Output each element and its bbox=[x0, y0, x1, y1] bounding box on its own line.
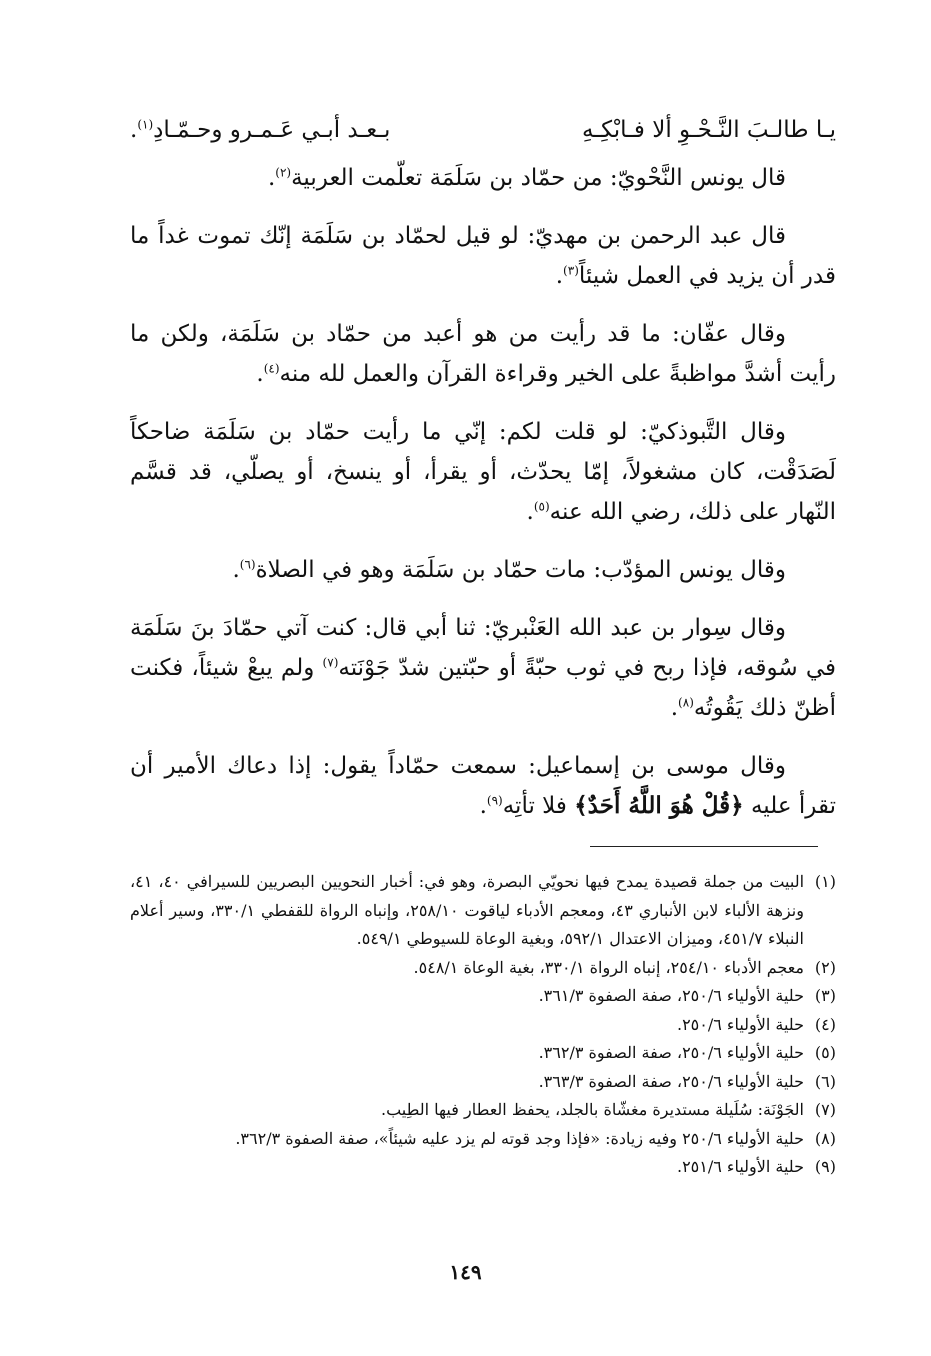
footnote-item bbox=[130, 1125, 836, 1154]
footnote-divider bbox=[590, 846, 818, 847]
verse-hemistich-right: يـا طالـبَ النَّـحْـوِ ألا فـابْكِـهِ bbox=[582, 117, 836, 143]
footnote-item bbox=[130, 1096, 836, 1125]
footnote-number: (١) bbox=[814, 872, 836, 891]
footnote-text: حلية الأولياء ٢٥١/٦. bbox=[676, 1157, 804, 1176]
footnote-ref: (٤) bbox=[263, 361, 280, 376]
footnote-ref: (٥) bbox=[533, 499, 550, 514]
footnote-ref: (٣) bbox=[563, 263, 579, 278]
paragraph-yunus-muaddib: وقال يونس المؤدّب: مات حمّاد بن سَلَمَة وهو في الصلاة$^{(٦)}$. bbox=[232, 557, 786, 583]
footnote-ref: (١) bbox=[137, 117, 154, 132]
footnote-number: (٥) bbox=[814, 1043, 836, 1062]
paragraph-siwar: وقال سِوار بن عبد الله العَنْبريّ: ثنا أبي قال: كنت آتي حمّادَ بنَ سَلَمَة في سُوقه، فإذا ربح في ثوب حبّةً أو حبّتين شدّ جَوْنَته$^{(٧)}$ ولم يبعْ شيئاً، فكنت أظنّ ذلك يَقُوتُه$^{(٨)}$. bbox=[130, 615, 836, 721]
paragraph-yunus-nahwi: قال يونس النَّحْويّ: من حمّاد بن سَلَمَة تعلّمت العربية$^{(٢)}$. bbox=[267, 165, 786, 191]
footnote-item bbox=[130, 982, 836, 1011]
footnote-text: البيت من جملة قصيدة يمدح فيها نحويّي البصرة، وهو في: أخبار النحويين البصريين للسيرافي ٤٠، ٤١، ونزهة الألباء لابن الأنباري ٤٣، ومعجم الأدباء لياقوت ٢٥٨/١٠، وإنباه الرواة للقفطي ٣٣٠/١، وسير أعلام النبلاء ٤٥١/٧، وميزان الاعتدال ٥٩٢/١، وبغية الوعاة للسيوطي ٥٤٩/١. bbox=[130, 872, 805, 948]
footnote-text: حلية الأولياء ٢٥٠/٦، صفة الصفوة ٣٦٢/٣. bbox=[538, 1043, 804, 1062]
footnote-item bbox=[130, 1039, 836, 1068]
page-number: ١٤٩ bbox=[449, 1260, 482, 1284]
footnote-number: (٩) bbox=[814, 1157, 836, 1176]
footnote-number: (٨) bbox=[814, 1128, 836, 1148]
quran-quote: ﴿قُلْ هُوَ اللَّهُ أَحَدٌ﴾ bbox=[574, 792, 744, 819]
footnote-ref: (٧) bbox=[322, 655, 339, 670]
footnote-item bbox=[130, 1153, 836, 1182]
paragraph-tabudhaki: وقال التَّبوذكيّ: لو قلت لكم: إنّي ما رأيت حمّاد بن سَلَمَة ضاحكاً لَصَدَقْت، كان مشغولاً، إمّا يحدّث، أو يقرأ، أو ينسخ، أو يصلّي، قد قسَّم النّهار على ذلك، رضي الله عنه$^{(٥)}$. bbox=[130, 419, 836, 525]
footnote-text: الجَوْنَة: سُلَيلة مستديرة مغشّاة بالجلد، يحفظ العطار فيها الطِيب. bbox=[381, 1100, 804, 1119]
footnote-number: (٤) bbox=[814, 1014, 836, 1034]
footnote-item bbox=[130, 1068, 836, 1097]
footnote-ref: (٩) bbox=[486, 793, 503, 808]
footnote-number: (٢) bbox=[814, 957, 836, 977]
footnote-item bbox=[130, 954, 836, 983]
verse-hemistich-left: بـعـد أبـي عَـمـرو وحـمّـادِ$^{(١)}$. bbox=[130, 117, 391, 143]
footnote-ref: (٢) bbox=[275, 165, 292, 180]
paragraph-affan: وقال عفّان: ما قد رأيت من هو أعبد من حمّاد بن سَلَمَة، ولكن ما رأيت أشدَّ مواظبةً على الخير وقراءة القرآن والعمل لله منه$^{(٤)}$. bbox=[130, 321, 836, 387]
footnote-number: (٣) bbox=[814, 986, 836, 1005]
footnote-ref: (٨) bbox=[678, 695, 694, 710]
footnote-item bbox=[130, 868, 836, 954]
footnote-text: حلية الأولياء ٢٥٠/٦، صفة الصفوة ٣٦١/٣. bbox=[538, 986, 804, 1005]
footnote-text: حلية الأولياء ٢٥٠/٦. bbox=[676, 1014, 804, 1034]
footnote-number: (٧) bbox=[814, 1100, 836, 1119]
footnote-text: حلية الأولياء ٢٥٠/٦ وفيه زيادة: «فإذا وجد قوته لم يزد عليه شيئاً»، صفة الصفوة ٣٦٢/٣. bbox=[235, 1128, 804, 1148]
main-text bbox=[130, 110, 836, 844]
footnote-text: حلية الأولياء ٢٥٠/٦، صفة الصفوة ٣٦٣/٣. bbox=[538, 1071, 804, 1091]
footnote-item bbox=[130, 1011, 836, 1040]
footnote-number: (٦) bbox=[814, 1071, 836, 1091]
paragraph-abd-al-rahman: قال عبد الرحمن بن مهديّ: لو قيل لحمّاد بن سَلَمَة إنّك تموت غداً ما قدر أن يزيد في العمل شيئاً$^{(٣)}$. bbox=[130, 223, 836, 289]
footnotes bbox=[130, 868, 836, 1182]
paragraph-musa: وقال موسى بن إسماعيل: سمعت حمّاداً يقول: إذا دعاك الأمير أن تقرأ عليه ﴿قُلْ هُوَ اللَّهُ أَحَدٌ﴾ فلا تأتِه$^{(٩)}$. bbox=[130, 753, 836, 819]
poetry-verse bbox=[130, 110, 836, 150]
footnote-text: معجم الأدباء ٢٥٤/١٠، إنباه الرواة ٣٣٠/١، بغية الوعاة ٥٤٨/١. bbox=[413, 957, 804, 977]
footnote-ref: (٦) bbox=[239, 557, 256, 572]
